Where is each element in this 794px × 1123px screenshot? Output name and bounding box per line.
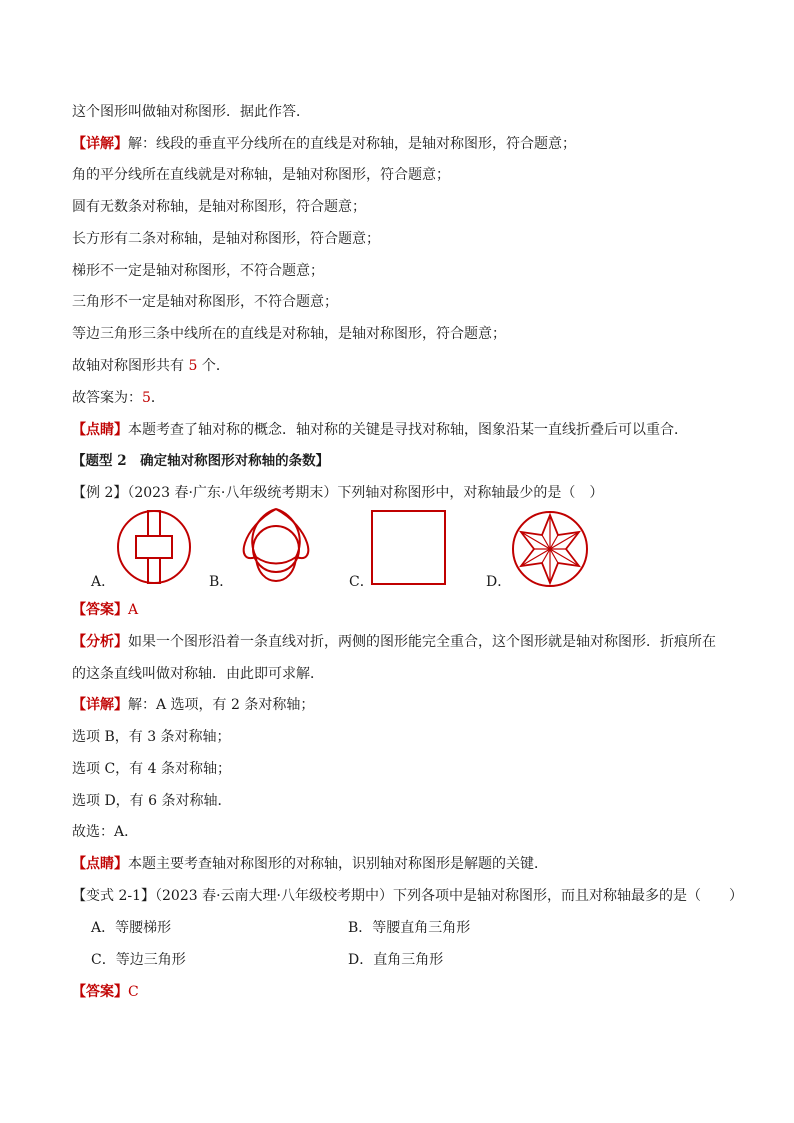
figure-b-trefoil xyxy=(232,505,320,587)
detail-2-line xyxy=(72,695,314,715)
figure-a-coin xyxy=(114,509,194,585)
line-6: 梯形不一定是轴对称图形，不符合题意； xyxy=(72,263,324,279)
analysis-line-1 xyxy=(72,632,716,652)
line-9-num: 5 xyxy=(188,358,198,374)
comment-2-text: 本题主要考查轴对称图形的对称轴，识别轴对称图形是解题的关键． xyxy=(128,856,548,872)
variant-answer-tag: 【答案】 xyxy=(72,984,128,1000)
variant-option-c: C．等边三角形 xyxy=(91,952,186,968)
line-9-a: 故轴对称图形共有 xyxy=(72,358,184,374)
variant-option-a: A．等腰梯形 xyxy=(91,920,172,936)
comment-tag: 【点睛】 xyxy=(72,422,128,438)
figure-c-square xyxy=(371,510,447,586)
analysis-text: 如果一个图形沿着一条直线对折，两侧的图形能完全重合，这个图形就是轴对称图形．折痕所在 xyxy=(128,634,716,650)
option-a-label: A． xyxy=(91,574,116,590)
line-4: 圆有无数条对称轴，是轴对称图形，符合题意； xyxy=(72,199,366,215)
line-10 xyxy=(72,388,165,408)
comment-2-tag: 【点睛】 xyxy=(72,856,128,872)
detail-tag: 【详解】 xyxy=(72,136,128,152)
answer-value: A xyxy=(128,602,139,618)
line-7: 三角形不一定是轴对称图形，不符合题意； xyxy=(72,294,338,310)
detail-4-line: 选项 C，有 4 条对称轴； xyxy=(72,761,231,777)
variant-line xyxy=(72,886,743,906)
comment-2-line xyxy=(72,854,548,874)
detail-text: 解：线段的垂直平分线所在的直线是对称轴，是轴对称图形，符合题意； xyxy=(128,136,576,152)
comment-text: 本题考查了轴对称的概念．轴对称的关键是寻找对称轴，图象沿某一直线折叠后可以重合． xyxy=(128,422,688,438)
line-3: 角的平分线所在直线就是对称轴，是轴对称图形，符合题意； xyxy=(72,167,450,183)
example-2-tag: 【例 2】 xyxy=(72,485,128,501)
detail-6-line: 故选：A． xyxy=(72,824,139,840)
section-heading: 【题型 2 确定轴对称图形对称轴的条数】 xyxy=(72,453,330,469)
detail-2-tag: 【详解】 xyxy=(72,697,128,713)
line-9-b: 个． xyxy=(201,358,230,374)
answer-line xyxy=(72,600,138,620)
analysis-line-2: 的这条直线叫做对称轴．由此即可求解． xyxy=(72,666,324,682)
line-11 xyxy=(72,420,688,440)
detail-2-text: 解：A 选项，有 2 条对称轴； xyxy=(128,697,315,713)
figure-d-star xyxy=(510,509,590,589)
variant-answer-value: C xyxy=(128,984,139,1000)
answer-tag: 【答案】 xyxy=(72,602,128,618)
variant-option-d: D．直角三角形 xyxy=(348,952,444,968)
example-2-text: （2023 春·广东·八年级统考期末）下列轴对称图形中，对称轴最少的是（ ） xyxy=(127,485,604,501)
line-5: 长方形有二条对称轴，是轴对称图形，符合题意； xyxy=(72,231,380,247)
line-10-b: ． xyxy=(150,390,165,406)
variant-option-b: B．等腰直角三角形 xyxy=(348,920,471,936)
variant-text: （2023 春·云南大理·八年级校考期中）下列各项中是轴对称图形，而且对称轴最多的是（ ） xyxy=(155,888,743,904)
analysis-tag: 【分析】 xyxy=(72,634,128,650)
line-10-a: 故答案为： xyxy=(72,390,142,406)
option-b-label: B． xyxy=(209,574,234,590)
line-detail xyxy=(72,134,576,154)
variant-tag: 【变式 2-1】 xyxy=(72,888,155,904)
detail-5-line: 选项 D，有 6 条对称轴． xyxy=(72,793,232,809)
detail-3-line: 选项 B，有 3 条对称轴； xyxy=(72,729,231,745)
option-c-label: C． xyxy=(349,574,374,590)
line-10-num: 5 xyxy=(142,390,151,406)
variant-answer-line xyxy=(72,982,139,1002)
option-d-label: D． xyxy=(486,574,512,590)
example-2 xyxy=(72,483,603,503)
line-9 xyxy=(72,356,230,376)
line-1: 这个图形叫做轴对称图形．据此作答． xyxy=(72,104,310,120)
line-8: 等边三角形三条中线所在的直线是对称轴，是轴对称图形，符合题意； xyxy=(72,326,506,342)
